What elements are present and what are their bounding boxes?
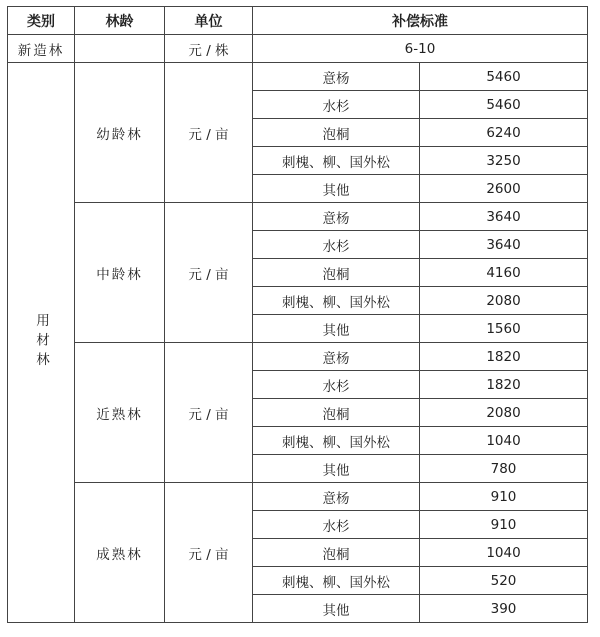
new-forest-category: 新造林 [8, 35, 75, 63]
compensation-value-cell: 1560 [420, 315, 588, 343]
unit-cell: 元 / 亩 [165, 343, 253, 483]
compensation-value-cell: 3640 [420, 231, 588, 259]
unit-cell: 元 / 亩 [165, 483, 253, 623]
species-cell: 其他 [253, 595, 420, 623]
compensation-value-cell: 1040 [420, 539, 588, 567]
compensation-value-cell: 4160 [420, 259, 588, 287]
compensation-value-cell: 910 [420, 483, 588, 511]
compensation-value-cell: 390 [420, 595, 588, 623]
compensation-value-cell: 6240 [420, 119, 588, 147]
species-cell: 泡桐 [253, 539, 420, 567]
species-cell: 刺槐、柳、国外松 [253, 427, 420, 455]
species-cell: 水杉 [253, 371, 420, 399]
compensation-value-cell: 5460 [420, 91, 588, 119]
species-cell: 意杨 [253, 343, 420, 371]
compensation-value-cell: 2080 [420, 287, 588, 315]
table-row [8, 203, 588, 231]
new-forest-standard: 6-10 [253, 35, 588, 63]
species-cell: 其他 [253, 315, 420, 343]
header-unit: 单位 [165, 7, 253, 35]
new-forest-unit: 元 / 株 [165, 35, 253, 63]
header-category: 类别 [8, 7, 75, 35]
species-cell: 泡桐 [253, 119, 420, 147]
compensation-value-cell: 2080 [420, 399, 588, 427]
species-cell: 刺槐、柳、国外松 [253, 287, 420, 315]
species-cell: 刺槐、柳、国外松 [253, 147, 420, 175]
unit-cell: 元 / 亩 [165, 63, 253, 203]
forest-age-cell: 中龄林 [75, 203, 165, 343]
species-cell: 水杉 [253, 511, 420, 539]
species-cell: 刺槐、柳、国外松 [253, 567, 420, 595]
species-cell: 意杨 [253, 63, 420, 91]
species-cell: 水杉 [253, 231, 420, 259]
forest-age-cell: 成熟林 [75, 483, 165, 623]
compensation-value-cell: 1820 [420, 343, 588, 371]
header-age: 林龄 [75, 7, 165, 35]
compensation-value-cell: 910 [420, 511, 588, 539]
compensation-value-cell: 5460 [420, 63, 588, 91]
new-forest-age-empty [75, 35, 165, 63]
compensation-value-cell: 1820 [420, 371, 588, 399]
header-standard: 补偿标准 [253, 7, 588, 35]
compensation-value-cell: 780 [420, 455, 588, 483]
unit-cell: 元 / 亩 [165, 203, 253, 343]
species-cell: 意杨 [253, 483, 420, 511]
species-cell: 泡桐 [253, 259, 420, 287]
forest-age-cell: 幼龄林 [75, 63, 165, 203]
compensation-value-cell: 2600 [420, 175, 588, 203]
species-cell: 水杉 [253, 91, 420, 119]
compensation-value-cell: 3250 [420, 147, 588, 175]
species-cell: 意杨 [253, 203, 420, 231]
species-cell: 泡桐 [253, 399, 420, 427]
compensation-value-cell: 520 [420, 567, 588, 595]
table-row [8, 343, 588, 371]
species-cell: 其他 [253, 455, 420, 483]
new-forest-row [8, 35, 588, 63]
table-row [8, 483, 588, 511]
compensation-value-cell: 1040 [420, 427, 588, 455]
timber-category: 用材林 [8, 63, 75, 623]
forest-age-cell: 近熟林 [75, 343, 165, 483]
species-cell: 其他 [253, 175, 420, 203]
table-row [8, 63, 588, 91]
compensation-value-cell: 3640 [420, 203, 588, 231]
header-row [8, 7, 588, 35]
compensation-table [7, 6, 588, 623]
compensation-table-container [7, 6, 588, 623]
